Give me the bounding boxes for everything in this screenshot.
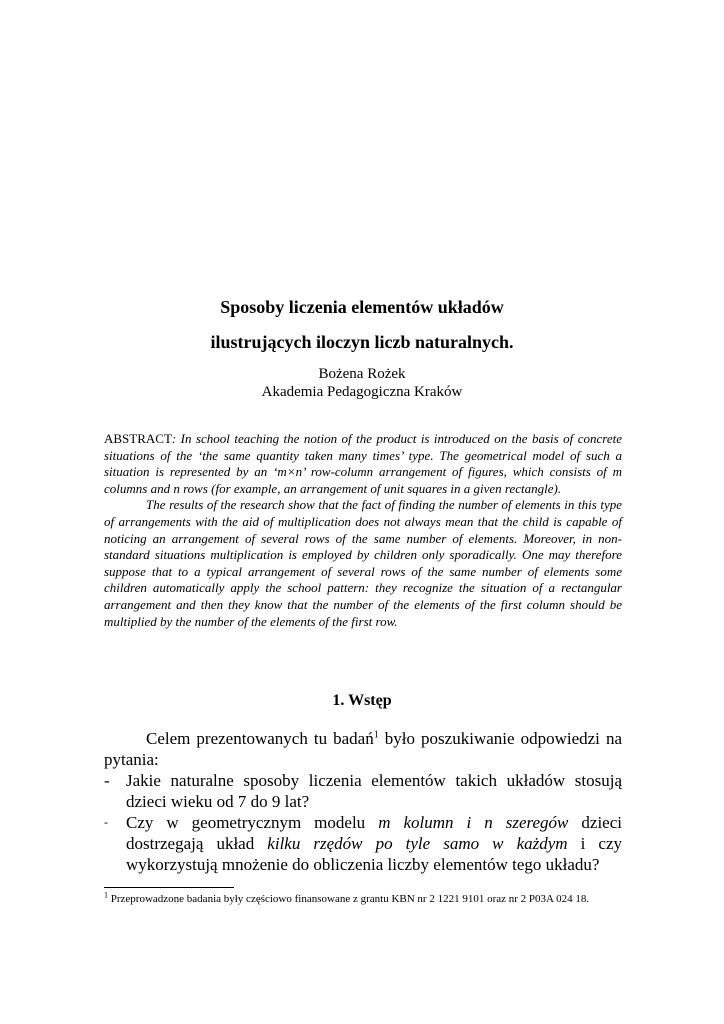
footnote-text: Przeprowadzone badania były częściowo finansowane z grantu KBN nr 2 1221 9101 oraz nr 2 P03A 024 18. [108, 893, 590, 905]
list-item-text-part: Czy w geometrycznym modelu [126, 813, 379, 832]
author-affiliation: Akademia Pedagogiczna Kraków [261, 384, 463, 400]
list-item-text-part: i czy wykorzystują mnożenie do obliczenia liczby elementów tego układu? [126, 834, 622, 874]
list-item [104, 812, 622, 875]
abstract-paragraph-1 [104, 431, 622, 497]
question-list [104, 770, 622, 875]
title-line-1: Sposoby liczenia elementów układów [220, 297, 504, 317]
abstract [104, 431, 622, 630]
abstract-text-1: : In school teaching the notion of the product is introduced on the basis of concrete situations of the ‘the same quantity taken many times’ type. The geometrical model of such a situation is represented by an ‘m×n’ row-column arrangement of figures, which consists of m columns and n rows (for example, an arrangement of unit squares in a given rectangle). [104, 431, 622, 496]
intro-text-after: było poszukiwanie odpowiedzi na pytania: [104, 729, 622, 769]
author-name: Bożena Rożek [318, 366, 406, 382]
section-body [104, 728, 622, 875]
list-bullet: - [104, 815, 108, 829]
list-item-text-part: dzieci dostrzegają układ [126, 813, 622, 853]
list-bullet: - [104, 771, 110, 790]
intro-text-before: Celem prezentowanych tu badań [146, 729, 374, 748]
footnote-divider [104, 887, 234, 888]
abstract-label: ABSTRACT [104, 431, 172, 446]
footnote [104, 892, 622, 906]
footnote-reference: 1 [373, 729, 379, 741]
abstract-paragraph-2: The results of the research show that the fact of finding the number of elements in this type of arrangements with the aid of multiplication does not always mean that the child is capable of noticing an arrangement of several rows of the same number of elements. Moreover, in non-standard situations multiplication is employed by children only sporadically. One may therefore suppose that to a typical arrangement of several rows of the same number of elements some children automatically apply the school pattern: they recognize the situation of a rectangular arrangement and then they know that the number of the elements of the first column should be multiplied by the number of the elements of the first row. [104, 497, 622, 629]
title-line-2: ilustrujących iloczyn liczb naturalnych. [210, 332, 514, 352]
section-heading: 1. Wstęp [332, 692, 392, 709]
list-item-text: Jakie naturalne sposoby liczenia elementów takich układów stosują dzieci wieku od 7 do 9 lat? [126, 771, 622, 811]
intro-paragraph [104, 728, 622, 770]
footnote-marker: 1 [104, 890, 108, 900]
list-item-emphasis: m kolumn i n szeregów [378, 813, 569, 832]
list-item [104, 770, 622, 812]
list-item-emphasis: kilku rzędów po tyle samo w każdym [267, 834, 568, 853]
